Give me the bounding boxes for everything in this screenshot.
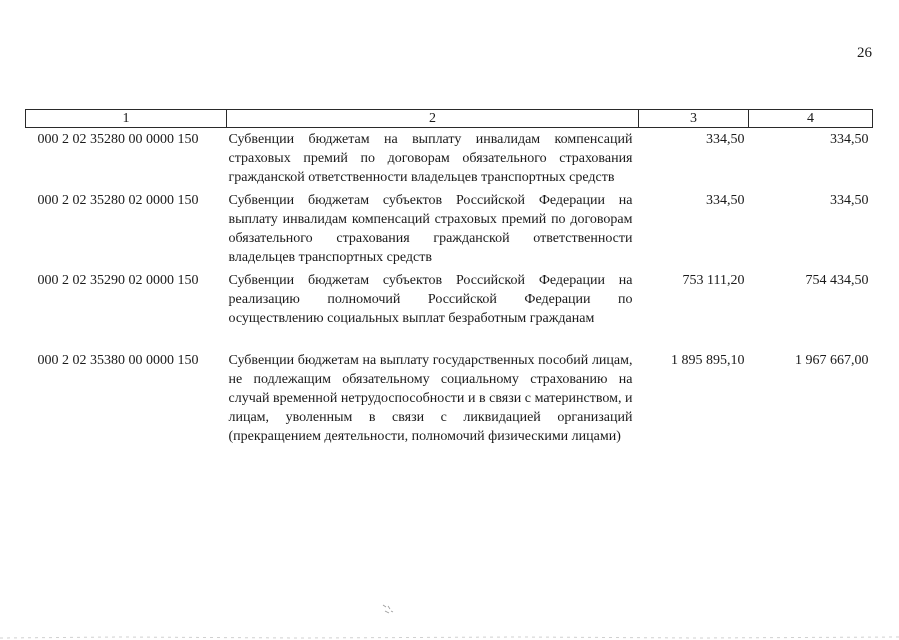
column-header-value-4: 4 [749,110,873,128]
table-row [26,267,873,328]
budget-code: 000 2 02 35380 00 0000 150 [37,353,199,368]
budget-code: 000 2 02 35290 02 0000 150 [37,273,199,288]
value-column-4: 1 967 667,00 [795,353,869,368]
table-row [26,128,873,188]
value-column-3: 1 895 895,10 [671,353,745,368]
value-column-4: 334,50 [830,132,869,147]
table-header [26,110,873,128]
scan-edge-artifact [0,634,899,640]
page-number: 26 [857,45,872,61]
row-description: Субвенции бюджетам субъектов Российской Федерации на реализацию полномочий Российской Федерации по осуществлению социальных выплат безработным гражданам [228,273,633,326]
value-column-4: 754 434,50 [805,273,869,288]
column-header-code: 1 [26,110,227,128]
scan-artifact-icon [381,603,395,615]
table-row [26,187,873,267]
value-column-3: 334,50 [706,132,745,147]
value-column-3: 753 111,20 [682,273,745,288]
row-description: Субвенции бюджетам субъектов Российской Федерации на выплату инвалидам компенсаций страховых премий по договорам обязательного страхования гражданской ответственности владельцев транспортных средств [228,193,633,265]
value-column-3: 334,50 [706,193,745,208]
budget-code: 000 2 02 35280 00 0000 150 [37,132,199,147]
column-header-description: 2 [227,110,639,128]
table-body [26,128,873,447]
column-header-value-3: 3 [639,110,749,128]
budget-table [25,109,873,446]
header-row [26,110,873,128]
budget-code: 000 2 02 35280 02 0000 150 [37,193,199,208]
table-row [26,328,873,446]
value-column-4: 334,50 [830,193,869,208]
row-description: Субвенции бюджетам на выплату инвалидам компенсаций страховых премий по договорам обязательного страхования гражданской ответственности владельцев транспортных средств [228,132,633,185]
row-description: Субвенции бюджетам на выплату государственных пособий лицам, не подлежащим обязательному социальному страхованию на случай временной нетрудоспособности и в связи с материнством, и лицам, уволенным в связи с ликвидацией организаций (прекращением деятельности, полномочий физическими лицами) [228,353,633,444]
